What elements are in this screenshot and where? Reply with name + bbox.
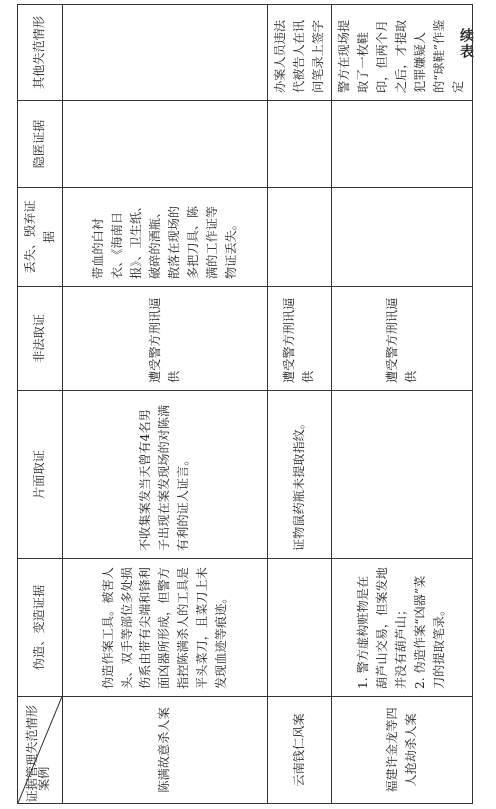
case-name-cell: 陈满故意杀人案 bbox=[62, 697, 267, 804]
column-header: 伪造、变造证据 bbox=[18, 559, 63, 697]
table-cell: 遭受警方刑讯逼供 bbox=[331, 287, 472, 391]
table-row bbox=[331, 5, 472, 804]
table-row bbox=[267, 5, 331, 804]
table-cell: 证物鼠药瓶未提取指纹。 bbox=[267, 391, 331, 559]
corner-bottom-label: 案例 bbox=[36, 766, 51, 791]
table-cell bbox=[267, 101, 331, 188]
table-cell bbox=[331, 101, 472, 188]
header-row bbox=[18, 5, 63, 804]
table-cell: 不收集案发当天曾有4名男子出现在案发现场的对陈满有利的证人证言。 bbox=[62, 391, 267, 559]
table-cell bbox=[62, 101, 267, 188]
table-cell: 遭受警方刑讯逼供 bbox=[267, 287, 331, 391]
table-cell bbox=[267, 559, 331, 697]
column-header: 非法取证 bbox=[18, 287, 63, 391]
table-cell bbox=[267, 188, 331, 287]
table-cell: 遭受警方刑讯逼供 bbox=[62, 287, 267, 391]
case-name-cell: 福建许金龙等四人抢劫杀人案 bbox=[331, 697, 472, 804]
column-header: 丢失、毁弃证据 bbox=[18, 188, 63, 287]
table-cell bbox=[331, 391, 472, 559]
case-name-cell: 云南钱仁风案 bbox=[267, 697, 331, 804]
table-cell: 带血的白衬衣、《海南日报》、卫生纸、破碎的酒瓶、散落在现场的多把刀具、陈满的工作证等物证丢失。 bbox=[62, 188, 267, 287]
column-header: 片面取证 bbox=[18, 391, 63, 559]
column-header: 其他失范情形 bbox=[18, 5, 63, 101]
table-cell: 办案人员违法代被告人在讯问笔录上签字 bbox=[267, 5, 331, 101]
table-cell: 1. 警方虚构赃物是在葫芦山交易，但案发地并没有葫芦山； 2. 伪造作案“凶器”菜刀的提取笔录。 bbox=[331, 559, 472, 697]
table-cell: 警方在现场提取了一枚鞋印，但两个月之后，才提取犯罪嫌疑人的“球鞋”作鉴定 bbox=[331, 5, 472, 101]
page-title: 续表 bbox=[458, 28, 474, 60]
table-cell bbox=[331, 188, 472, 287]
column-header: 隐匿证据 bbox=[18, 101, 63, 188]
table-cell: 伪造作案工具。被害人头、双手等部位多处损伤系由带有尖端和锋利面凶器所形成，但警方指控陈满杀人的工具是平头菜刀，且菜刀上未发现血迹等痕迹。 bbox=[62, 559, 267, 697]
table-cell bbox=[62, 5, 267, 101]
table-row bbox=[62, 5, 267, 804]
rotated-table-area bbox=[17, 5, 465, 804]
header-corner-cell bbox=[18, 697, 63, 804]
corner-top-label: 证据管理失范情形 bbox=[25, 705, 39, 803]
evidence-table bbox=[17, 4, 473, 804]
